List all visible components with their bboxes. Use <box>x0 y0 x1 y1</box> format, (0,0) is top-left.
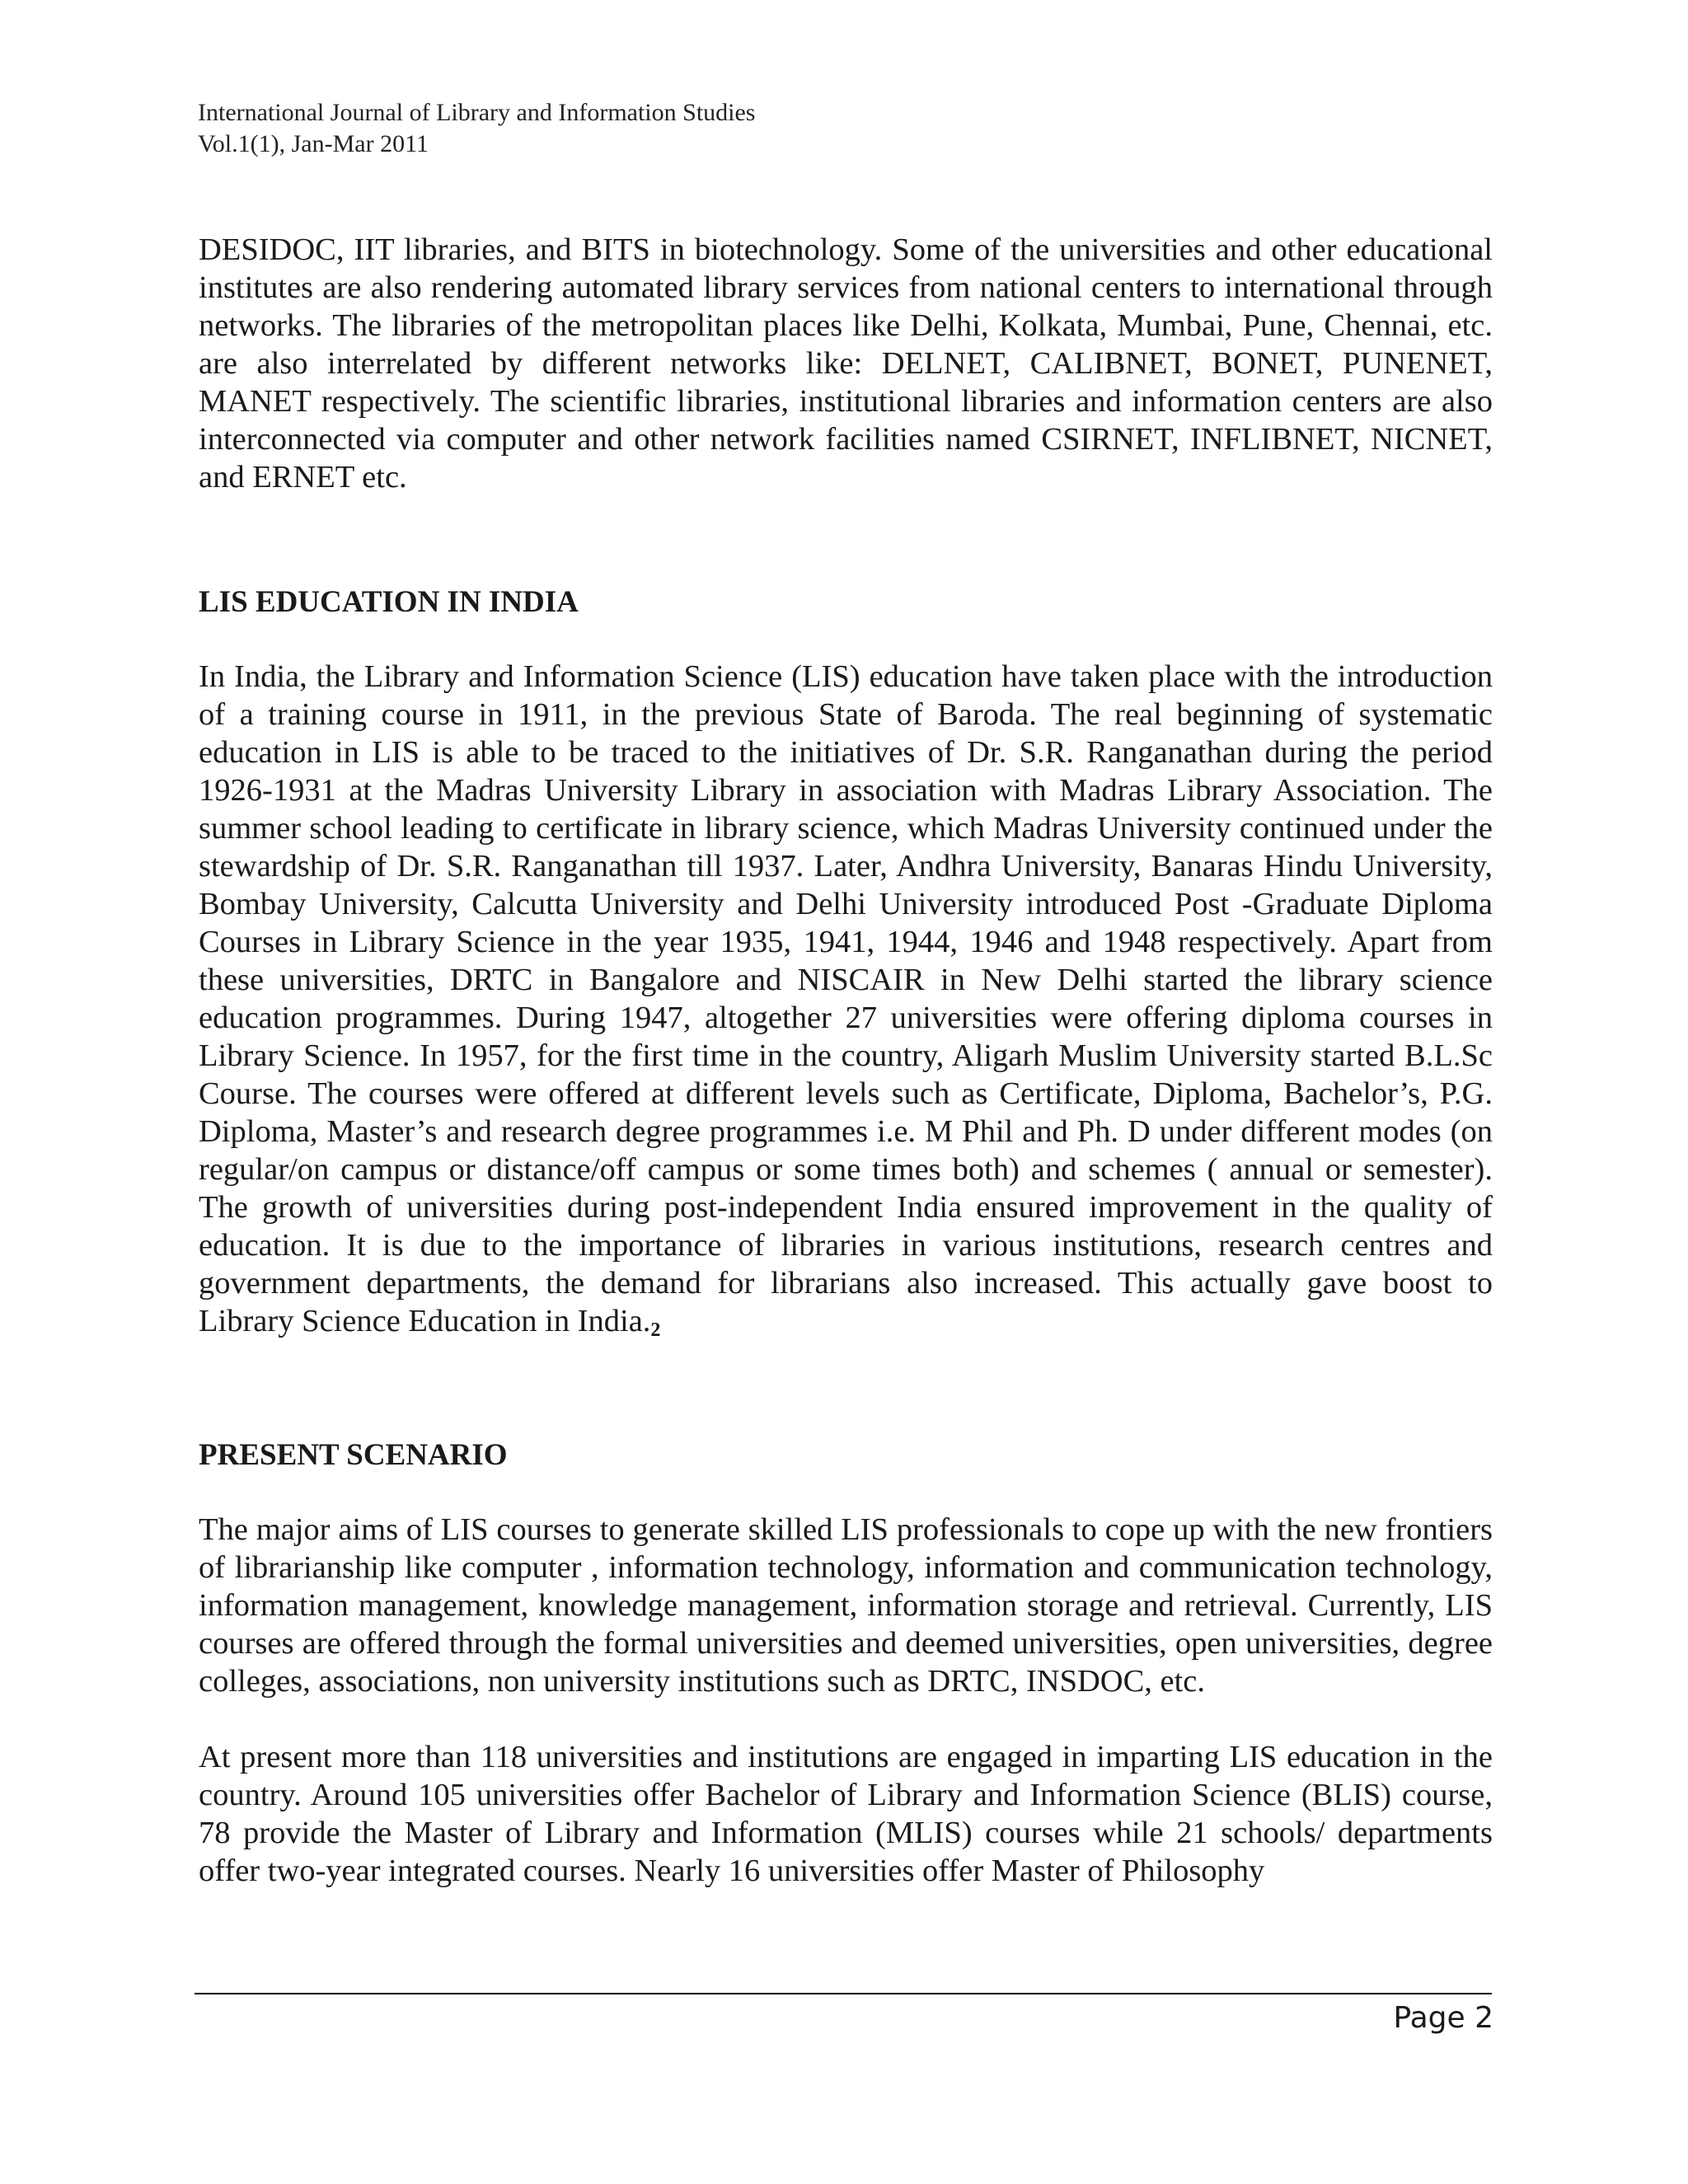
heading-lis-education: LIS EDUCATION IN INDIA <box>199 585 579 619</box>
lis-education-text: In India, the Library and Information Science (LIS) education have taken place with the introduction of a training course in 1911, in the previous State of Baroda. The real beginning of systematic education in LIS is able to be traced to the initiatives of Dr. S.R. Ranganathan during the period 1926-1931 at the Madras University Library in association with Madras Library Association. The summer school leading to certificate in library science, which Madras University continued under the stewardship of Dr. S.R. Ranganathan till 1937. Later, Andhra University, Banaras Hindu University, Bombay University, Calcutta University and Delhi University introduced Post -Graduate Diploma Courses in Library Science in the year 1935, 1941, 1944, 1946 and 1948 respectively. Apart from these universities, DRTC in Bangalore and NISCAIR in New Delhi started the library science education programmes. During 1947, altogether 27 universities were offering diploma courses in Library Science. In 1957, for the first time in the country, Aligarh Muslim University started B.L.Sc Course. The courses were offered at different levels such as Certificate, Diploma, Bachelor’s, P.G. Diploma, Master’s and research degree programmes i.e. M Phil and Ph. D under different modes (on regular/on campus or distance/off campus or some times both) and schemes ( annual or semester). The growth of universities during post-independent India ensured improvement in the quality of education. It is due to the importance of libraries in various institutions, research centres and government departments, the demand for librarians also increased. This actually gave boost to Library Science Education in India. <box>199 659 1493 1338</box>
paragraph-present-scenario-1: The major aims of LIS courses to generate skilled LIS professionals to cope up with the new frontiers of librarianship like computer , information technology, information and communication technology, information management, knowledge management, information storage and retrieval. Currently, LIS courses are offered through the formal universities and deemed universities, open universities, degree colleges, associations, non university institutions such as DRTC, INSDOC, etc. <box>199 1512 1493 1699</box>
footnote-reference[interactable]: 2 <box>650 1319 661 1341</box>
running-header <box>198 97 755 160</box>
paragraph-networks: DESIDOC, IIT libraries, and BITS in biotechnology. Some of the universities and other educational institutes are also rendering automated library services from national centers to international through networks. The libraries of the metropolitan places like Delhi, Kolkata, Mumbai, Pune, Chennai, etc. are also interrelated by different networks like: DELNET, CALIBNET, BONET, PUNENET, MANET respectively. The scientific libraries, institutional libraries and information centers are also interconnected via computer and other network facilities named CSIRNET, INFLIBNET, NICNET, and ERNET etc. <box>199 232 1493 494</box>
journal-title: International Journal of Library and Information Studies <box>198 99 756 126</box>
journal-volume: Vol.1(1), Jan-Mar 2011 <box>198 130 429 157</box>
paragraph-present-scenario-2: At present more than 118 universities and institutions are engaged in imparting LIS education in the country. Around 105 universities offer Bachelor of Library and Information Science (BLIS) course, 78 provide the Master of Library and Information (MLIS) courses while 21 schools/ departments offer two-year integrated courses. Nearly 16 universities offer Master of Philosophy <box>199 1740 1493 1888</box>
page-body <box>199 231 1493 1890</box>
heading-present-scenario: PRESENT SCENARIO <box>199 1438 508 1472</box>
page-number: Page 2 <box>1393 2001 1493 2035</box>
footer-divider <box>195 1993 1492 1994</box>
paragraph-lis-education <box>199 658 1493 1349</box>
